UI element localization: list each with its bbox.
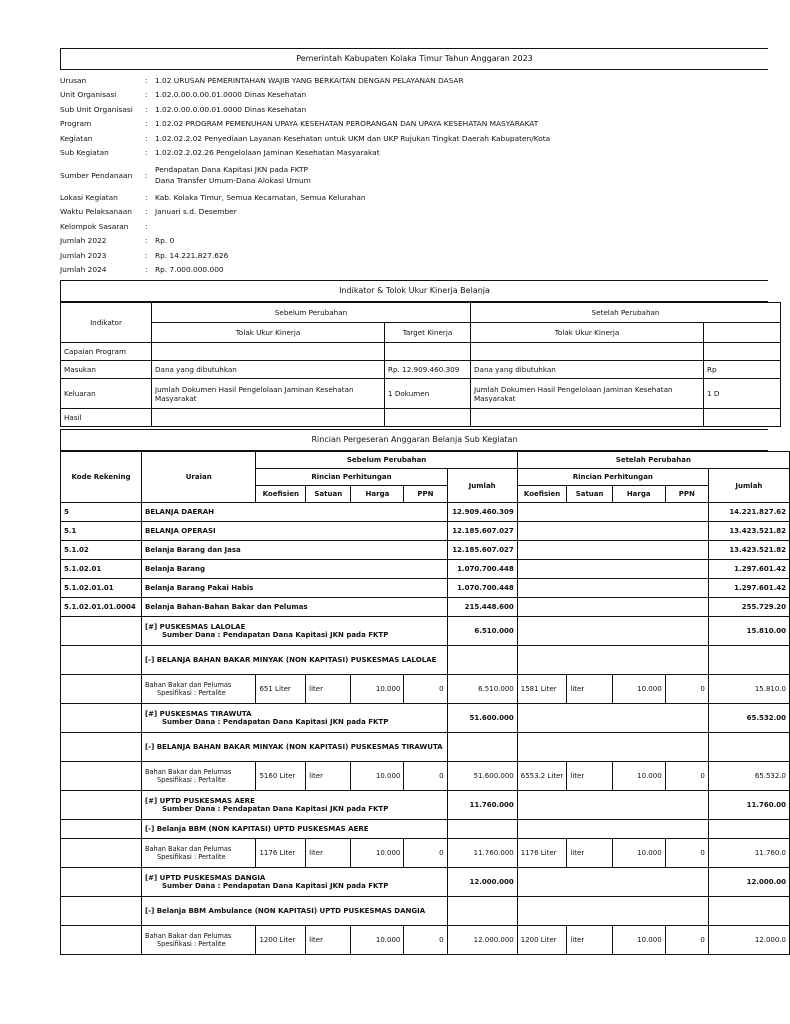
empty-cell bbox=[61, 926, 142, 955]
jumlah-setelah: 1.297.601.42 bbox=[708, 579, 789, 598]
jumlah-item-setelah: 11.760.0 bbox=[708, 839, 789, 868]
summary-row bbox=[61, 598, 790, 617]
metadata-value bbox=[155, 148, 768, 157]
tolak-ukur-setelah: Dana yang dibutuhkan bbox=[471, 361, 704, 379]
item-label bbox=[141, 675, 255, 704]
metadata-label: Unit Organisasi bbox=[60, 90, 117, 100]
jumlah-item-sebelum: 6.510.000 bbox=[447, 675, 517, 704]
uraian: BELANJA OPERASI bbox=[141, 522, 447, 541]
target-setelah: Rp bbox=[704, 361, 781, 379]
metadata-value-line: 1.02.0.00.0.00.01.0000 Dinas Kesehatan bbox=[155, 104, 307, 114]
item-name: Bahan Bakar dan Pelumas bbox=[144, 681, 232, 689]
harga-sebelum: 10.000 bbox=[351, 762, 404, 791]
metadata-value bbox=[155, 134, 768, 143]
subgroup-row bbox=[61, 733, 790, 762]
metadata-value bbox=[155, 236, 768, 245]
jumlah-sebelum: 12.185.607.027 bbox=[447, 541, 517, 560]
summary-row bbox=[61, 522, 790, 541]
tolak-ukur-setelah: Jumlah Dokumen Hasil Pengelolaan Jaminan Kesehatan Masyarakat bbox=[471, 379, 704, 409]
group-label bbox=[141, 791, 447, 820]
empty-cell bbox=[517, 791, 708, 820]
satuan-setelah: liter bbox=[567, 675, 612, 704]
rincian-sebelum-header: Sebelum Perubahan bbox=[256, 452, 517, 469]
metadata-value bbox=[155, 90, 768, 99]
item-name: Bahan Bakar dan Pelumas bbox=[144, 932, 232, 940]
item-label bbox=[141, 762, 255, 791]
empty-cell bbox=[517, 522, 708, 541]
metadata-value-line: Kab. Kolaka Timur, Semua Kecamatan, Semua Kelurahan bbox=[155, 192, 366, 202]
harga-sebelum: 10.000 bbox=[351, 675, 404, 704]
metadata-row bbox=[60, 73, 768, 88]
kode-rekening: 5 bbox=[61, 503, 142, 522]
empty-cell bbox=[61, 704, 142, 733]
indikator-name: Keluaran bbox=[61, 379, 152, 409]
summary-row bbox=[61, 560, 790, 579]
subgroup-label: [-] Belanja BBM Ambulance (NON KAPITASI) UPTD PUSKESMAS DANGIA bbox=[141, 897, 447, 926]
empty-cell bbox=[61, 820, 142, 839]
item-spec: Spesifikasi : Pertalite bbox=[156, 940, 226, 948]
metadata-value-line: Pendapatan Dana Kapitasi JKN pada FKTP bbox=[155, 165, 308, 174]
jumlah-sebelum: 1.070.700.448 bbox=[447, 560, 517, 579]
jumlah-setelah: 13.423.521.82 bbox=[708, 541, 789, 560]
empty-cell bbox=[61, 762, 142, 791]
group-jumlah-sebelum: 11.760.000 bbox=[447, 791, 517, 820]
target-sebelum bbox=[385, 409, 471, 427]
metadata-row bbox=[60, 205, 768, 220]
indikator-col-header: Indikator bbox=[61, 303, 152, 343]
rincian-setelah-header: Setelah Perubahan bbox=[517, 452, 789, 469]
tolak-ukur-sebelum: Dana yang dibutuhkan bbox=[152, 361, 385, 379]
empty-cell bbox=[517, 560, 708, 579]
metadata-colon: : bbox=[145, 250, 148, 260]
metadata-colon: : bbox=[145, 90, 148, 100]
rincian-section-title: Rincian Pergeseran Anggaran Belanja Sub Kegiatan bbox=[60, 429, 768, 451]
metadata-label: Waktu Pelaksanaan bbox=[60, 207, 132, 217]
metadata-colon: : bbox=[145, 170, 148, 180]
kode-rekening: 5.1 bbox=[61, 522, 142, 541]
summary-row bbox=[61, 541, 790, 560]
empty-cell bbox=[61, 897, 142, 926]
target-setelah bbox=[704, 409, 781, 427]
kode-rekening: 5.1.02.01.01 bbox=[61, 579, 142, 598]
metadata-value bbox=[155, 105, 768, 114]
harga-setelah: 10.000 bbox=[612, 675, 665, 704]
koefisien-header: Koefisien bbox=[256, 486, 306, 503]
empty-cell bbox=[447, 646, 517, 675]
metadata-row bbox=[60, 117, 768, 132]
tolak-ukur-header: Tolak Ukur Kinerja bbox=[152, 323, 385, 343]
metadata-label: Jumlah 2022 bbox=[60, 236, 107, 246]
empty-cell bbox=[517, 820, 708, 839]
koefisien-header-2: Koefisien bbox=[517, 486, 567, 503]
tolak-ukur-sebelum: Jumlah Dokumen Hasil Pengelolaan Jaminan Kesehatan Masyarakat bbox=[152, 379, 385, 409]
satuan-header-2: Satuan bbox=[567, 486, 612, 503]
document-page bbox=[60, 48, 786, 955]
metadata-colon: : bbox=[145, 236, 148, 246]
empty-cell bbox=[517, 617, 708, 646]
koefisien-sebelum: 651 Liter bbox=[256, 675, 306, 704]
group-jumlah-setelah: 11.760.00 bbox=[708, 791, 789, 820]
metadata-value-line: 1.02 URUSAN PEMERINTAHAN WAJIB YANG BERKAITAN DENGAN PELAYANAN DASAR bbox=[155, 75, 464, 85]
group-jumlah-sebelum: 12.000.000 bbox=[447, 868, 517, 897]
item-row bbox=[61, 839, 790, 868]
satuan-header: Satuan bbox=[306, 486, 351, 503]
ppn-header: PPN bbox=[404, 486, 447, 503]
metadata-value-line: 1.02.0.00.0.00.01.0000 Dinas Kesehatan bbox=[155, 90, 307, 100]
ppn-header-2: PPN bbox=[665, 486, 708, 503]
metadata-value-line: Rp. 14.221.827.626 bbox=[155, 250, 229, 260]
group-row bbox=[61, 791, 790, 820]
empty-cell bbox=[61, 868, 142, 897]
empty-cell bbox=[61, 646, 142, 675]
group-jumlah-sebelum: 6.510.000 bbox=[447, 617, 517, 646]
summary-row bbox=[61, 579, 790, 598]
group-source: Sumber Dana : Pendapatan Dana Kapitasi JKN pada FKTP bbox=[161, 631, 389, 639]
jumlah-sebelum: 12.185.607.027 bbox=[447, 522, 517, 541]
metadata-colon: : bbox=[145, 207, 148, 217]
metadata-value bbox=[155, 119, 768, 128]
target-setelah bbox=[704, 343, 781, 361]
tolak-ukur-setelah bbox=[471, 343, 704, 361]
metadata-colon: : bbox=[145, 265, 148, 275]
uraian: Belanja Bahan-Bahan Bakar dan Pelumas bbox=[141, 598, 447, 617]
jumlah-item-setelah: 65.532.0 bbox=[708, 762, 789, 791]
jumlah-setelah: 255.729.20 bbox=[708, 598, 789, 617]
item-row bbox=[61, 762, 790, 791]
metadata-value-line: 1.02.02.2.02.26 Pengelolaan Jaminan Kesehatan Masyarakat bbox=[155, 148, 380, 158]
satuan-sebelum: liter bbox=[306, 926, 351, 955]
subgroup-label: [-] BELANJA BAHAN BAKAR MINYAK (NON KAPITASI) PUSKESMAS TIRAWUTA bbox=[141, 733, 447, 762]
harga-header: Harga bbox=[351, 486, 404, 503]
empty-cell bbox=[61, 675, 142, 704]
metadata-value bbox=[155, 76, 768, 85]
item-spec: Spesifikasi : Pertalite bbox=[156, 689, 226, 697]
target-sebelum: 1 Dokumen bbox=[385, 379, 471, 409]
koefisien-setelah: 6553.2 Liter bbox=[517, 762, 567, 791]
group-name: [#] UPTD PUSKESMAS AERE bbox=[144, 797, 255, 805]
koefisien-setelah: 1200 Liter bbox=[517, 926, 567, 955]
subgroup-row bbox=[61, 820, 790, 839]
item-label bbox=[141, 926, 255, 955]
empty-cell bbox=[708, 897, 789, 926]
empty-cell bbox=[61, 733, 142, 762]
metadata-label: Sub Unit Organisasi bbox=[60, 104, 133, 114]
empty-cell bbox=[517, 868, 708, 897]
metadata-colon: : bbox=[145, 221, 148, 231]
summary-row bbox=[61, 503, 790, 522]
empty-cell bbox=[517, 598, 708, 617]
group-source: Sumber Dana : Pendapatan Dana Kapitasi JKN pada FKTP bbox=[161, 718, 389, 726]
ppn-setelah: 0 bbox=[665, 839, 708, 868]
empty-cell bbox=[447, 820, 517, 839]
rincian-table bbox=[60, 451, 790, 955]
empty-cell bbox=[61, 617, 142, 646]
metadata-label: Lokasi Kegiatan bbox=[60, 192, 118, 202]
harga-setelah: 10.000 bbox=[612, 762, 665, 791]
group-label bbox=[141, 868, 447, 897]
jumlah-sebelum: 12.909.460.309 bbox=[447, 503, 517, 522]
kode-rekening-header: Kode Rekening bbox=[61, 452, 142, 503]
harga-setelah: 10.000 bbox=[612, 839, 665, 868]
uraian: Belanja Barang Pakai Habis bbox=[141, 579, 447, 598]
group-jumlah-setelah: 12.000.00 bbox=[708, 868, 789, 897]
ppn-sebelum: 0 bbox=[404, 762, 447, 791]
tolak-ukur-header-2: Tolak Ukur Kinerja bbox=[471, 323, 704, 343]
metadata-label: Jumlah 2024 bbox=[60, 265, 107, 275]
indikator-table bbox=[60, 302, 781, 427]
metadata-colon: : bbox=[145, 119, 148, 129]
empty-cell bbox=[447, 897, 517, 926]
empty-cell bbox=[517, 541, 708, 560]
setelah-header: Setelah Perubahan bbox=[471, 303, 781, 323]
koefisien-setelah: 1581 Liter bbox=[517, 675, 567, 704]
group-name: [#] PUSKESMAS TIRAWUTA bbox=[144, 710, 252, 718]
metadata-label: Kelompok Sasaran bbox=[60, 221, 129, 231]
subgroup-label: [-] Belanja BBM (NON KAPITASI) UPTD PUSKESMAS AERE bbox=[141, 820, 447, 839]
subgroup-label: [-] BELANJA BAHAN BAKAR MINYAK (NON KAPITASI) PUSKESMAS LALOLAE bbox=[141, 646, 447, 675]
empty-cell bbox=[61, 839, 142, 868]
indikator-row bbox=[61, 379, 781, 409]
harga-sebelum: 10.000 bbox=[351, 926, 404, 955]
harga-header-2: Harga bbox=[612, 486, 665, 503]
jumlah-item-sebelum: 11.760.000 bbox=[447, 839, 517, 868]
metadata-value-line: 1.02.02 PROGRAM PEMENUHAN UPAYA KESEHATAN PERORANGAN DAN UPAYA KESEHATAN MASYARAKAT bbox=[155, 119, 539, 129]
empty-cell bbox=[517, 704, 708, 733]
empty-cell bbox=[61, 791, 142, 820]
indikator-row bbox=[61, 361, 781, 379]
metadata-row bbox=[60, 131, 768, 146]
uraian: BELANJA DAERAH bbox=[141, 503, 447, 522]
satuan-setelah: liter bbox=[567, 762, 612, 791]
metadata-label: Sumber Pendanaan bbox=[60, 170, 133, 180]
metadata-row bbox=[60, 219, 768, 234]
target-setelah: 1 D bbox=[704, 379, 781, 409]
jumlah-header-2: Jumlah bbox=[708, 469, 789, 503]
empty-cell bbox=[517, 897, 708, 926]
empty-cell bbox=[708, 820, 789, 839]
jumlah-sebelum: 215.448.600 bbox=[447, 598, 517, 617]
item-name: Bahan Bakar dan Pelumas bbox=[144, 768, 232, 776]
ppn-setelah: 0 bbox=[665, 762, 708, 791]
document-title: Pemerintah Kabupaten Kolaka Timur Tahun Anggaran 2023 bbox=[60, 48, 768, 70]
metadata-value bbox=[155, 163, 768, 187]
harga-setelah: 10.000 bbox=[612, 926, 665, 955]
jumlah-setelah: 13.423.521.82 bbox=[708, 522, 789, 541]
target-header: Target Kinerja bbox=[385, 323, 471, 343]
metadata-colon: : bbox=[145, 75, 148, 85]
empty-cell bbox=[447, 733, 517, 762]
ppn-setelah: 0 bbox=[665, 675, 708, 704]
jumlah-item-sebelum: 51.600.000 bbox=[447, 762, 517, 791]
group-jumlah-setelah: 15.810.00 bbox=[708, 617, 789, 646]
metadata-value bbox=[155, 265, 768, 274]
ppn-sebelum: 0 bbox=[404, 926, 447, 955]
metadata-label: Program bbox=[60, 119, 92, 129]
satuan-sebelum: liter bbox=[306, 675, 351, 704]
jumlah-header: Jumlah bbox=[447, 469, 517, 503]
jumlah-item-setelah: 12.000.0 bbox=[708, 926, 789, 955]
metadata-label: Urusan bbox=[60, 75, 87, 85]
indikator-section-title: Indikator & Tolok Ukur Kinerja Belanja bbox=[60, 280, 768, 302]
group-name: [#] PUSKESMAS LALOLAE bbox=[144, 623, 246, 631]
group-jumlah-sebelum: 51.600.000 bbox=[447, 704, 517, 733]
kode-rekening: 5.1.02.01 bbox=[61, 560, 142, 579]
satuan-setelah: liter bbox=[567, 839, 612, 868]
target-header-2 bbox=[704, 323, 781, 343]
metadata-label: Sub Kegiatan bbox=[60, 148, 109, 158]
metadata-list bbox=[60, 73, 768, 277]
target-sebelum: Rp. 12.909.460.309 bbox=[385, 361, 471, 379]
item-row bbox=[61, 675, 790, 704]
metadata-row bbox=[60, 263, 768, 278]
item-spec: Spesifikasi : Pertalite bbox=[156, 853, 226, 861]
koefisien-sebelum: 1200 Liter bbox=[256, 926, 306, 955]
jumlah-sebelum: 1.070.700.448 bbox=[447, 579, 517, 598]
empty-cell bbox=[708, 733, 789, 762]
item-name: Bahan Bakar dan Pelumas bbox=[144, 845, 232, 853]
item-row bbox=[61, 926, 790, 955]
metadata-value bbox=[155, 193, 768, 202]
subgroup-row bbox=[61, 646, 790, 675]
ppn-sebelum: 0 bbox=[404, 839, 447, 868]
group-row bbox=[61, 617, 790, 646]
satuan-setelah: liter bbox=[567, 926, 612, 955]
metadata-row bbox=[60, 248, 768, 263]
ppn-setelah: 0 bbox=[665, 926, 708, 955]
indikator-name: Masukan bbox=[61, 361, 152, 379]
rincian-perhitungan-header-2: Rincian Perhitungan bbox=[517, 469, 708, 486]
harga-sebelum: 10.000 bbox=[351, 839, 404, 868]
metadata-colon: : bbox=[145, 148, 148, 158]
target-sebelum bbox=[385, 343, 471, 361]
metadata-label: Kegiatan bbox=[60, 133, 93, 143]
empty-cell bbox=[517, 733, 708, 762]
metadata-value-line: 1.02.02.2.02 Penyediaan Layanan Kesehatan untuk UKM dan UKP Rujukan Tingkat Daerah Kabupaten/Kota bbox=[155, 133, 551, 143]
koefisien-setelah: 1176 Liter bbox=[517, 839, 567, 868]
indikator-row bbox=[61, 409, 781, 427]
rincian-perhitungan-header: Rincian Perhitungan bbox=[256, 469, 447, 486]
metadata-row bbox=[60, 88, 768, 103]
group-row bbox=[61, 704, 790, 733]
item-label bbox=[141, 839, 255, 868]
indikator-name: Hasil bbox=[61, 409, 152, 427]
kode-rekening: 5.1.02 bbox=[61, 541, 142, 560]
indikator-row bbox=[61, 343, 781, 361]
jumlah-item-setelah: 15.810.0 bbox=[708, 675, 789, 704]
group-label bbox=[141, 617, 447, 646]
metadata-label: Jumlah 2023 bbox=[60, 250, 107, 260]
uraian: Belanja Barang bbox=[141, 560, 447, 579]
koefisien-sebelum: 5160 Liter bbox=[256, 762, 306, 791]
metadata-value-line: Rp. 0 bbox=[155, 236, 175, 246]
empty-cell bbox=[517, 503, 708, 522]
ppn-sebelum: 0 bbox=[404, 675, 447, 704]
sebelum-header: Sebelum Perubahan bbox=[152, 303, 471, 323]
metadata-row bbox=[60, 190, 768, 205]
group-name: [#] UPTD PUSKESMAS DANGIA bbox=[144, 874, 266, 882]
tolak-ukur-sebelum bbox=[152, 343, 385, 361]
metadata-row bbox=[60, 146, 768, 161]
empty-cell bbox=[708, 646, 789, 675]
metadata-row bbox=[60, 102, 768, 117]
metadata-value-line: Dana Transfer Umum-Dana Alokasi Umum bbox=[155, 176, 311, 185]
metadata-value bbox=[155, 251, 768, 260]
satuan-sebelum: liter bbox=[306, 839, 351, 868]
group-source: Sumber Dana : Pendapatan Dana Kapitasi JKN pada FKTP bbox=[161, 882, 389, 890]
indikator-name: Capaian Program bbox=[61, 343, 152, 361]
group-source: Sumber Dana : Pendapatan Dana Kapitasi JKN pada FKTP bbox=[161, 805, 389, 813]
jumlah-item-sebelum: 12.000.000 bbox=[447, 926, 517, 955]
metadata-value-line: Rp. 7.000.000.000 bbox=[155, 265, 224, 275]
metadata-value bbox=[155, 207, 768, 216]
satuan-sebelum: liter bbox=[306, 762, 351, 791]
uraian-header: Uraian bbox=[141, 452, 255, 503]
uraian: Belanja Barang dan Jasa bbox=[141, 541, 447, 560]
empty-cell bbox=[517, 579, 708, 598]
metadata-row bbox=[60, 234, 768, 249]
group-jumlah-setelah: 65.532.00 bbox=[708, 704, 789, 733]
kode-rekening: 5.1.02.01.01.0004 bbox=[61, 598, 142, 617]
jumlah-setelah: 1.297.601.42 bbox=[708, 560, 789, 579]
tolak-ukur-sebelum bbox=[152, 409, 385, 427]
metadata-colon: : bbox=[145, 104, 148, 114]
metadata-colon: : bbox=[145, 133, 148, 143]
group-row bbox=[61, 868, 790, 897]
metadata-colon: : bbox=[145, 192, 148, 202]
item-spec: Spesifikasi : Pertalite bbox=[156, 776, 226, 784]
jumlah-setelah: 14.221.827.62 bbox=[708, 503, 789, 522]
metadata-row bbox=[60, 160, 768, 190]
subgroup-row bbox=[61, 897, 790, 926]
group-label bbox=[141, 704, 447, 733]
koefisien-sebelum: 1176 Liter bbox=[256, 839, 306, 868]
empty-cell bbox=[517, 646, 708, 675]
tolak-ukur-setelah bbox=[471, 409, 704, 427]
metadata-value-line: Januari s.d. Desember bbox=[155, 207, 237, 217]
